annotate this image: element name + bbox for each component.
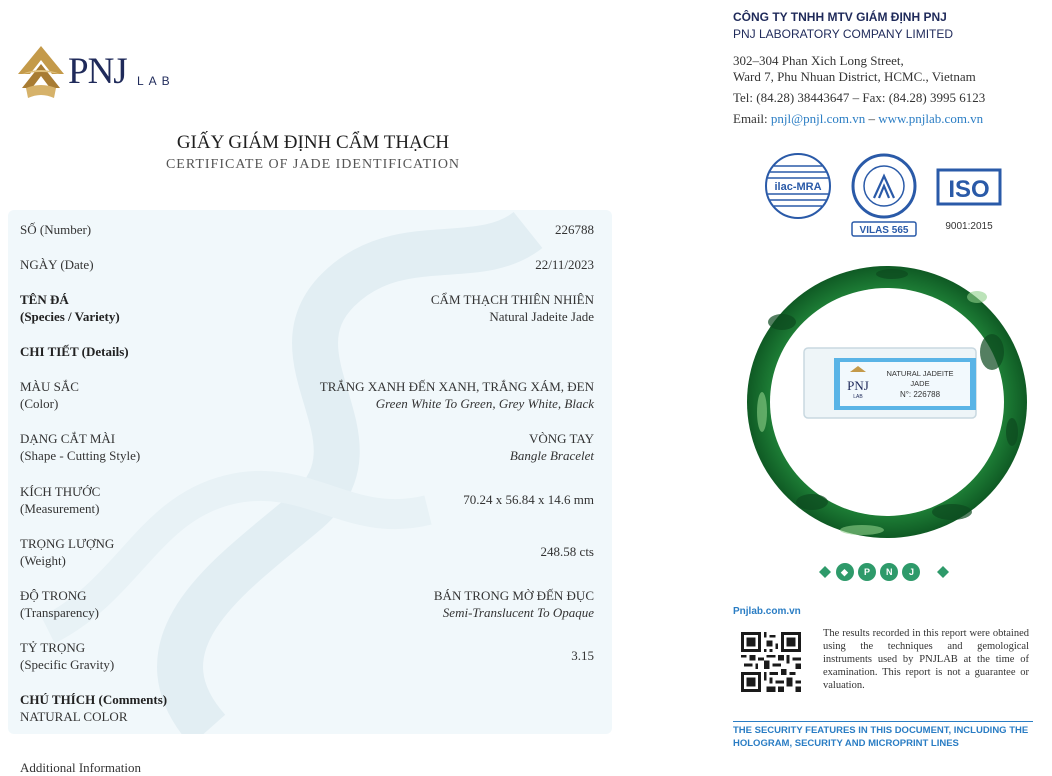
additional-info: Additional Information: [20, 760, 141, 775]
vilas-text: VILAS 565: [859, 225, 909, 236]
color-label: MÀU SẮC: [20, 379, 79, 394]
website-link[interactable]: www.pnjlab.com.vn: [878, 111, 984, 126]
species-label-en: (Species / Variety): [20, 309, 120, 324]
tag-line-3: N°: 226788: [899, 390, 941, 399]
accreditation-badge-icon: [850, 152, 918, 238]
qr-code-icon: [741, 632, 801, 692]
title-english: CERTIFICATE OF JADE IDENTIFICATION: [165, 157, 461, 172]
ilac-text: ilac-MRA: [774, 181, 822, 193]
color-value: TRẮNG XANH ĐẾN XANH, TRẮNG XÁM, ĐEN: [319, 379, 594, 394]
email-label: Email:: [733, 111, 771, 126]
brand-name: PNJ: [68, 51, 127, 92]
email-link[interactable]: pnjl@pnjl.com.vn: [770, 111, 866, 126]
disclaimer-text: The results recorded in this report were obtained using the techniques and gemological instruments used by PNJLAB at the time of examination. This report is not a guarantee or valuation.: [823, 628, 1029, 691]
jade-bangle-photo: [742, 262, 1032, 544]
svg-text:J: J: [909, 567, 915, 577]
decorative-pattern-icon: [815, 560, 953, 584]
color-value-en: Green White To Green, Grey White, Black: [375, 396, 594, 411]
iso-number: 9001:2015: [945, 221, 993, 232]
weight-label: TRỌNG LƯỢNG: [20, 536, 115, 551]
email-separator: –: [865, 111, 879, 126]
address-line-1: 302–304 Phan Xich Long Street,: [733, 53, 904, 68]
transparency-label-en: (Transparency): [20, 605, 99, 620]
number-value: 226788: [555, 222, 594, 237]
weight-value: 248.58 cts: [540, 544, 594, 559]
species-label: TÊN ĐÁ: [20, 292, 69, 307]
shape-value: VÒNG TAY: [528, 431, 594, 446]
ilac-mra-badge-icon: [764, 152, 832, 220]
email-line: [733, 111, 983, 127]
svg-text:◆: ◆: [841, 567, 848, 577]
title-vietnamese: GIẤY GIÁM ĐỊNH CẨM THẠCH: [176, 132, 450, 153]
tag-line-2: JADE: [910, 379, 930, 388]
transparency-label: ĐỘ TRONG: [20, 588, 87, 603]
tag-line-1: NATURAL JADEITE: [886, 369, 954, 378]
details-heading: CHI TIẾT (Details): [20, 344, 129, 359]
gravity-value: 3.15: [571, 648, 594, 663]
comments-label: CHÚ THÍCH (Comments): [20, 692, 168, 707]
svg-text:N: N: [886, 567, 893, 577]
iso-badge-icon: [936, 168, 1004, 232]
species-value: CẨM THẠCH THIÊN NHIÊN: [430, 292, 594, 307]
measurement-label: KÍCH THƯỚC: [20, 484, 101, 499]
number-label: SỐ (Number): [20, 222, 92, 237]
company-name-vi: CÔNG TY TNHH MTV GIÁM ĐỊNH PNJ: [733, 10, 947, 24]
address-line-2: Ward 7, Phu Nhuan District, HCMC., Vietnam: [733, 69, 976, 84]
brand-sub: LAB: [137, 74, 175, 88]
date-value: 22/11/2023: [535, 257, 594, 272]
species-value-en: Natural Jadeite Jade: [489, 309, 594, 324]
shape-label: DẠNG CẮT MÀI: [20, 431, 116, 446]
tag-brand-sub: LAB: [853, 394, 863, 400]
date-label: NGÀY (Date): [20, 257, 94, 272]
security-notice: THE SECURITY FEATURES IN THIS DOCUMENT, INCLUDING THE HOLOGRAM, SECURITY AND MICROPRINT LINES: [733, 721, 1033, 750]
pnj-logo-icon: [16, 44, 66, 100]
iso-text: ISO: [948, 176, 990, 203]
comments-value: NATURAL COLOR: [20, 709, 128, 724]
gravity-label-en: (Specific Gravity): [20, 657, 115, 672]
company-name-en: PNJ LABORATORY COMPANY LIMITED: [733, 27, 954, 41]
color-label-en: (Color): [20, 396, 59, 411]
measurement-value: 70.24 x 56.84 x 14.6 mm: [463, 492, 594, 507]
measurement-label-en: (Measurement): [20, 501, 100, 516]
shape-label-en: (Shape - Cutting Style): [20, 448, 141, 463]
gravity-label: TỶ TRỌNG: [20, 640, 86, 655]
transparency-value: BÁN TRONG MỜ ĐẾN ĐỤC: [433, 588, 594, 603]
svg-text:P: P: [864, 567, 871, 577]
shape-value-en: Bangle Bracelet: [509, 448, 594, 463]
tag-brand: PNJ: [847, 378, 869, 393]
telephone: Tel: (84.28) 38443647 – Fax: (84.28) 3995 6123: [733, 90, 986, 105]
transparency-value-en: Semi-Translucent To Opaque: [442, 605, 594, 620]
weight-label-en: (Weight): [20, 553, 66, 568]
footer-url[interactable]: Pnjlab.com.vn: [733, 606, 801, 617]
